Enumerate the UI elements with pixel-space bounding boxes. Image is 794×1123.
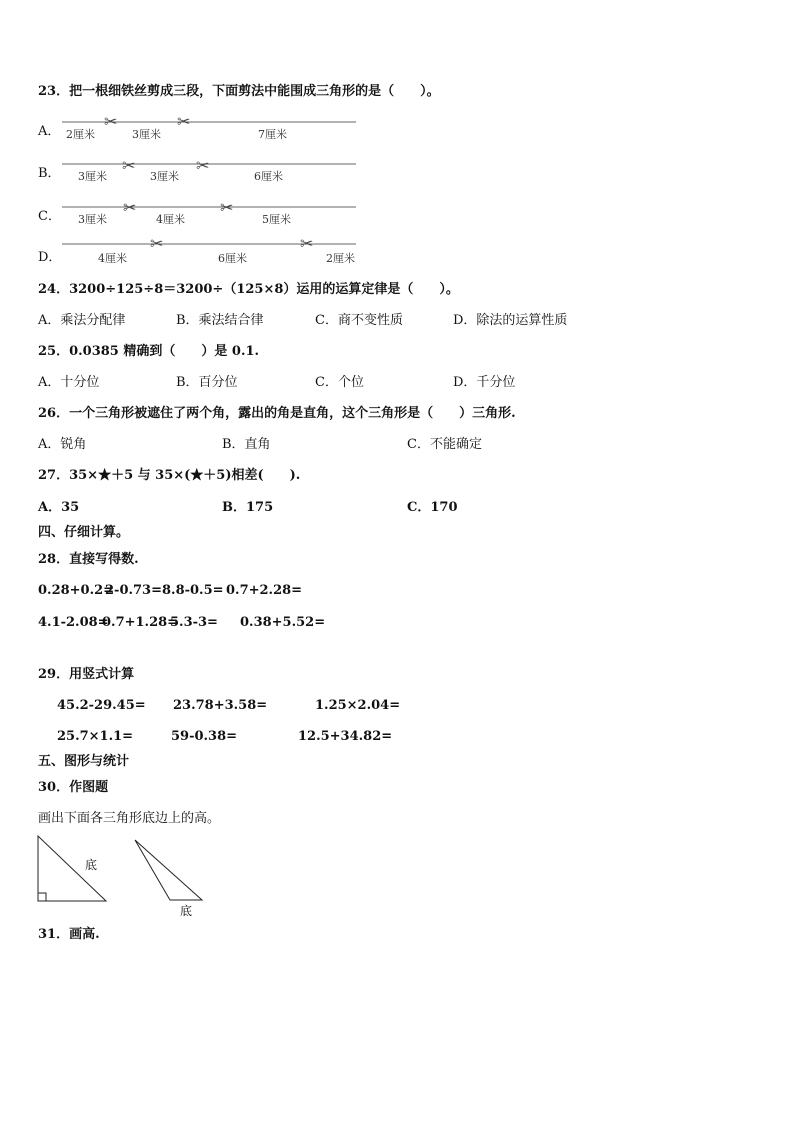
q23-stem: 23．把一根细铁丝剪成三段，下面剪法中能围成三角形的是（ ）。 <box>38 84 440 99</box>
q28-expr: 8.8-0.5= <box>162 583 224 598</box>
q23-option-d-rope <box>62 236 356 266</box>
q25-option-b[interactable]: B．百分位 <box>176 375 238 390</box>
q30-triangles <box>30 830 220 920</box>
q28-expr: 0.38+5.52= <box>240 615 326 630</box>
segment-label: 4厘米 <box>156 213 185 226</box>
q23-option-b-letter: B． <box>38 166 61 181</box>
segment-label: 2厘米 <box>66 128 95 141</box>
q28-stem: 28．直接写得数. <box>38 552 139 567</box>
q31-stem: 31．画高. <box>38 927 100 942</box>
segment-label: 7厘米 <box>258 128 287 141</box>
q29-expr: 45.2-29.45= <box>57 698 146 713</box>
scissors-icon: ✂ <box>220 198 234 217</box>
q28-expr: 2-0.73= <box>105 583 162 598</box>
q30-stem: 30．作图题 <box>38 780 109 795</box>
scissors-icon: ✂ <box>104 112 118 131</box>
q28-expr: 4.1-2.08= <box>38 615 109 630</box>
q29-expr: 1.25×2.04= <box>315 698 401 713</box>
base-label-1: 底 <box>85 858 98 872</box>
segment-label: 6厘米 <box>218 252 247 265</box>
section-4-heading: 四、仔细计算。 <box>38 525 130 540</box>
q24-option-d[interactable]: D．除法的运算性质 <box>453 313 568 328</box>
q25-option-d[interactable]: D．千分位 <box>453 375 516 390</box>
q27-option-c[interactable]: C．170 <box>407 500 458 515</box>
q26-option-a[interactable]: A．锐角 <box>38 437 87 452</box>
q23-option-c-letter: C． <box>38 209 61 224</box>
q25-stem: 25．0.0385 精确到（ ）是 0.1. <box>38 344 260 359</box>
q24-stem: 24．3200÷125÷8＝3200÷（125×8）运用的运算定律是（ ）。 <box>38 282 459 297</box>
segment-label: 3厘米 <box>150 170 179 183</box>
right-angle-mark <box>38 893 46 901</box>
q23-option-c-rope <box>62 199 356 229</box>
q23-option-b-rope <box>62 156 356 186</box>
scissors-icon: ✂ <box>123 198 137 217</box>
segment-label: 6厘米 <box>254 170 283 183</box>
q23-option-a-letter: A． <box>38 124 61 139</box>
base-label-2: 底 <box>180 904 193 918</box>
segment-label: 3厘米 <box>132 128 161 141</box>
q29-expr: 23.78+3.58= <box>173 698 268 713</box>
q24-option-b[interactable]: B．乘法结合律 <box>176 313 264 328</box>
segment-label: 4厘米 <box>98 252 127 265</box>
scissors-icon: ✂ <box>196 156 210 175</box>
q29-expr: 25.7×1.1= <box>57 729 134 744</box>
q29-expr: 59-0.38= <box>171 729 238 744</box>
q28-expr: 0.7+2.28= <box>226 583 303 598</box>
scissors-icon: ✂ <box>300 234 314 253</box>
q26-option-b[interactable]: B．直角 <box>222 437 271 452</box>
q29-expr: 12.5+34.82= <box>298 729 393 744</box>
q28-expr: 0.28+0.2= <box>38 583 115 598</box>
section-5-heading: 五、图形与统计 <box>38 754 130 769</box>
scissors-icon: ✂ <box>177 112 191 131</box>
q27-stem: 27．35×★＋5 与 35×(★＋5)相差( ). <box>38 468 301 483</box>
q26-stem: 26．一个三角形被遮住了两个角，露出的角是直角，这个三角形是（ ）三角形. <box>38 406 516 421</box>
q28-expr: 0.7+1.28= <box>102 615 179 630</box>
scissors-icon: ✂ <box>122 156 136 175</box>
q23-option-d-letter: D． <box>38 250 62 265</box>
scissors-icon: ✂ <box>150 234 164 253</box>
segment-label: 5厘米 <box>262 213 291 226</box>
segment-label: 3厘米 <box>78 170 107 183</box>
q27-option-b[interactable]: B．175 <box>222 500 274 515</box>
q27-option-a[interactable]: A．35 <box>38 500 80 515</box>
q25-option-c[interactable]: C．个位 <box>315 375 364 390</box>
q30-instruction: 画出下面各三角形底边上的高。 <box>38 811 221 826</box>
q29-stem: 29．用竖式计算 <box>38 667 135 682</box>
segment-label: 3厘米 <box>78 213 107 226</box>
q24-option-c[interactable]: C．商不变性质 <box>315 313 403 328</box>
q23-option-a-rope <box>62 114 356 144</box>
q24-option-a[interactable]: A．乘法分配律 <box>38 313 126 328</box>
obtuse-triangle <box>135 840 202 900</box>
q28-expr: 5.3-3= <box>170 615 218 630</box>
q25-option-a[interactable]: A．十分位 <box>38 375 100 390</box>
q26-option-c[interactable]: C．不能确定 <box>407 437 482 452</box>
segment-label: 2厘米 <box>326 252 355 265</box>
